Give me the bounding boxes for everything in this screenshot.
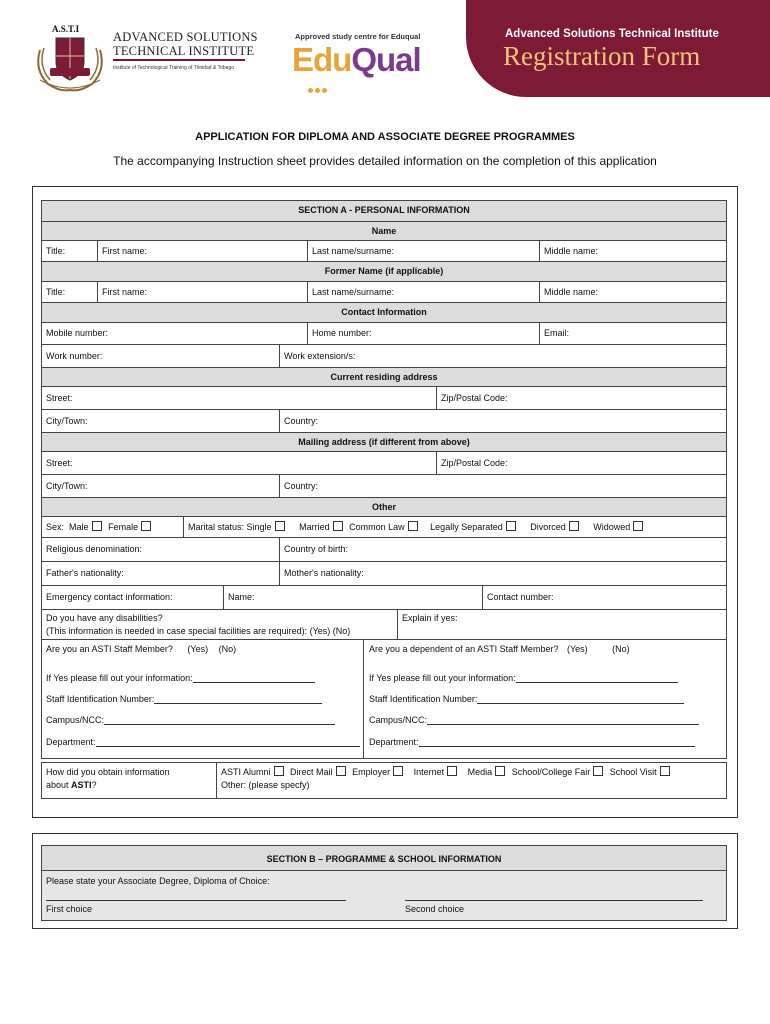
common-law-label: Common Law [349,522,405,532]
first-choice-label: First choice [46,904,93,914]
work-number-field[interactable]: Work number: [41,344,280,368]
opt-fair-checkbox[interactable] [593,766,603,776]
opt-internet-label: Internet [413,767,445,777]
single-label: Single [246,522,272,532]
eduqual-approved-text: Approved study centre for Eduqual [295,32,421,41]
single-checkbox[interactable] [275,521,285,531]
female-checkbox[interactable] [141,521,151,531]
eduqual-logo-qual: Qual [351,41,421,78]
banner-institute-name: Advanced Solutions Technical Institute [505,28,719,40]
second-choice-line[interactable] [405,900,703,901]
common-law-checkbox[interactable] [408,521,418,531]
staff-member-question-text: Are you an ASTI Staff Member? [46,644,173,654]
religious-denomination-field[interactable]: Religious denomination: [41,537,280,562]
eduqual-logo [292,42,421,78]
dependent-campus-label: Campus/NCC: [369,715,428,725]
how-obtained-question [41,762,217,799]
dependent-department-label: Department: [369,737,419,747]
married-checkbox[interactable] [333,521,343,531]
staff-member-no-option[interactable]: (No) [218,644,237,654]
dependent-staff-id-label: Staff Identification Number: [369,694,478,704]
opt-direct-mail-checkbox[interactable] [336,766,346,776]
staff-fill-out-line[interactable] [46,673,315,683]
opt-media-label: Media [467,767,493,777]
opt-other-field[interactable]: Other: (please specfy) [221,780,310,790]
current-city-field[interactable]: City/Town: [41,409,280,433]
widowed-checkbox[interactable] [633,521,643,531]
email-field[interactable]: Email: [539,322,727,345]
sex-label: Sex: [46,522,65,532]
first-name-field[interactable]: First name: [97,240,308,262]
how-obtained-about: about [46,780,72,790]
how-obtained-asti: ASTI [71,780,92,790]
opt-alumni-label: ASTI Alumni [221,767,271,777]
opt-internet-checkbox[interactable] [447,766,457,776]
staff-id-line[interactable] [46,694,322,704]
opt-fair-label: School/College Fair [511,767,591,777]
opt-media-checkbox[interactable] [495,766,505,776]
dependent-yes-option[interactable]: (Yes) [566,644,588,654]
former-title-field[interactable]: Title: [41,281,98,303]
marital-status-row [183,516,727,538]
middle-name-field[interactable]: Middle name: [539,240,727,262]
section-b-title: SECTION B – PROGRAMME & SCHOOL INFORMATION [41,845,727,871]
dependent-campus-line[interactable] [369,715,699,725]
married-label: Married [299,522,330,532]
dependent-fill-out-line[interactable] [369,673,678,683]
name-header: Name [41,221,727,241]
mothers-nationality-field[interactable]: Mother's nationality: [279,561,727,586]
section-a-title: SECTION A - PERSONAL INFORMATION [41,200,727,222]
work-extension-field[interactable]: Work extension/s: [279,344,727,368]
asti-subtitle: Institute of Technological Training of Trinidad & Tobago [113,65,235,71]
how-obtained-question-mark: ? [91,780,97,790]
female-label: Female [108,522,139,532]
former-first-name-field[interactable]: First name: [97,281,308,303]
staff-member-yes-option[interactable]: (Yes) [187,644,209,654]
how-obtained-options [216,762,727,799]
home-number-field[interactable]: Home number: [307,322,540,345]
country-of-birth-field[interactable]: Country of birth: [279,537,727,562]
eduqual-logo-edu: Edu [292,41,352,78]
disability-note-text: (This information is needed in case special facilities are required): (Yes) (No) [46,626,351,636]
how-obtained-line1: How did you obtain information [46,767,170,777]
disability-question-text: Do you have any disabilities? [46,613,163,623]
second-choice-label: Second choice [405,904,465,914]
marital-status-label: Marital status: [188,522,245,532]
eduqual-dots-icon [308,80,329,98]
mailing-city-field[interactable]: City/Town: [41,474,280,498]
document-title: APPLICATION FOR DIPLOMA AND ASSOCIATE DEGREE PROGRAMMES [195,131,575,143]
asti-name-line2: TECHNICAL INSTITUTE [113,44,255,58]
mailing-address-header: Mailing address (if different from above) [41,432,727,452]
dependent-question [369,644,630,654]
divorced-label: Divorced [530,522,566,532]
opt-visit-checkbox[interactable] [660,766,670,776]
opt-direct-mail-label: Direct Mail [290,767,333,777]
banner-title: Registration Form [503,41,701,71]
asti-name [113,30,258,58]
dependent-question-text: Are you a dependent of an ASTI Staff Member? [369,644,559,654]
opt-employer-label: Employer [352,767,391,777]
programme-choice-prompt: Please state your Associate Degree, Diploma of Choice: [46,876,270,886]
opt-visit-label: School Visit [609,767,657,777]
staff-fill-out-label: If Yes please fill out your information: [46,673,193,683]
staff-id-label: Staff Identification Number: [46,694,155,704]
former-last-name-field[interactable]: Last name/surname: [307,281,540,303]
mailing-country-field[interactable]: Country: [279,474,727,498]
emergency-name-field[interactable]: Name: [223,585,483,610]
male-checkbox[interactable] [92,521,102,531]
staff-department-label: Department: [46,737,96,747]
divorced-checkbox[interactable] [569,521,579,531]
dependent-no-option[interactable]: (No) [612,644,630,654]
mobile-number-field[interactable]: Mobile number: [41,322,308,345]
mailing-street-field[interactable]: Street: [41,451,437,475]
staff-campus-line[interactable] [46,715,335,725]
legally-separated-checkbox[interactable] [506,521,516,531]
asti-divider [113,59,245,61]
legally-separated-label: Legally Separated [430,522,503,532]
staff-member-question [46,644,236,654]
mailing-zip-field[interactable]: Zip/Postal Code: [436,451,727,475]
former-middle-name-field[interactable]: Middle name: [539,281,727,303]
fathers-nationality-field[interactable]: Father's nationality: [41,561,280,586]
sex-row [41,516,184,538]
current-street-field[interactable]: Street: [41,386,437,410]
current-zip-field[interactable]: Zip/Postal Code: [436,386,727,410]
staff-campus-label: Campus/NCC: [46,715,105,725]
opt-employer-checkbox[interactable] [393,766,403,776]
first-choice-line[interactable] [46,900,346,901]
former-name-header: Former Name (if applicable) [41,261,727,282]
current-country-field[interactable]: Country: [279,409,727,433]
emergency-contact-label: Emergency contact information: [41,585,224,610]
title-field[interactable]: Title: [41,240,98,262]
current-address-header: Current residing address [41,367,727,387]
dependent-staff-id-line[interactable] [369,694,684,704]
asti-name-line1: ADVANCED SOLUTIONS [113,30,258,44]
male-label: Male [69,522,89,532]
other-header: Other [41,497,727,517]
dependent-fill-out-label: If Yes please fill out your information: [369,673,516,683]
disability-explain-field[interactable]: Explain if yes: [397,609,727,640]
opt-alumni-checkbox[interactable] [274,766,284,776]
widowed-label: Widowed [593,522,631,532]
last-name-field[interactable]: Last name/surname: [307,240,540,262]
asti-crest-text: A.S.T.I [52,24,80,34]
how-obtained-line2 [46,779,212,792]
dependent-department-line[interactable] [369,737,695,747]
disability-question[interactable] [41,609,398,640]
emergency-contact-number-field[interactable]: Contact number: [482,585,727,610]
document-subtitle: The accompanying Instruction sheet provides detailed information on the completion of this application [113,154,657,168]
staff-department-line[interactable] [46,737,360,747]
contact-header: Contact Information [41,302,727,323]
asti-crest-logo [32,24,108,94]
